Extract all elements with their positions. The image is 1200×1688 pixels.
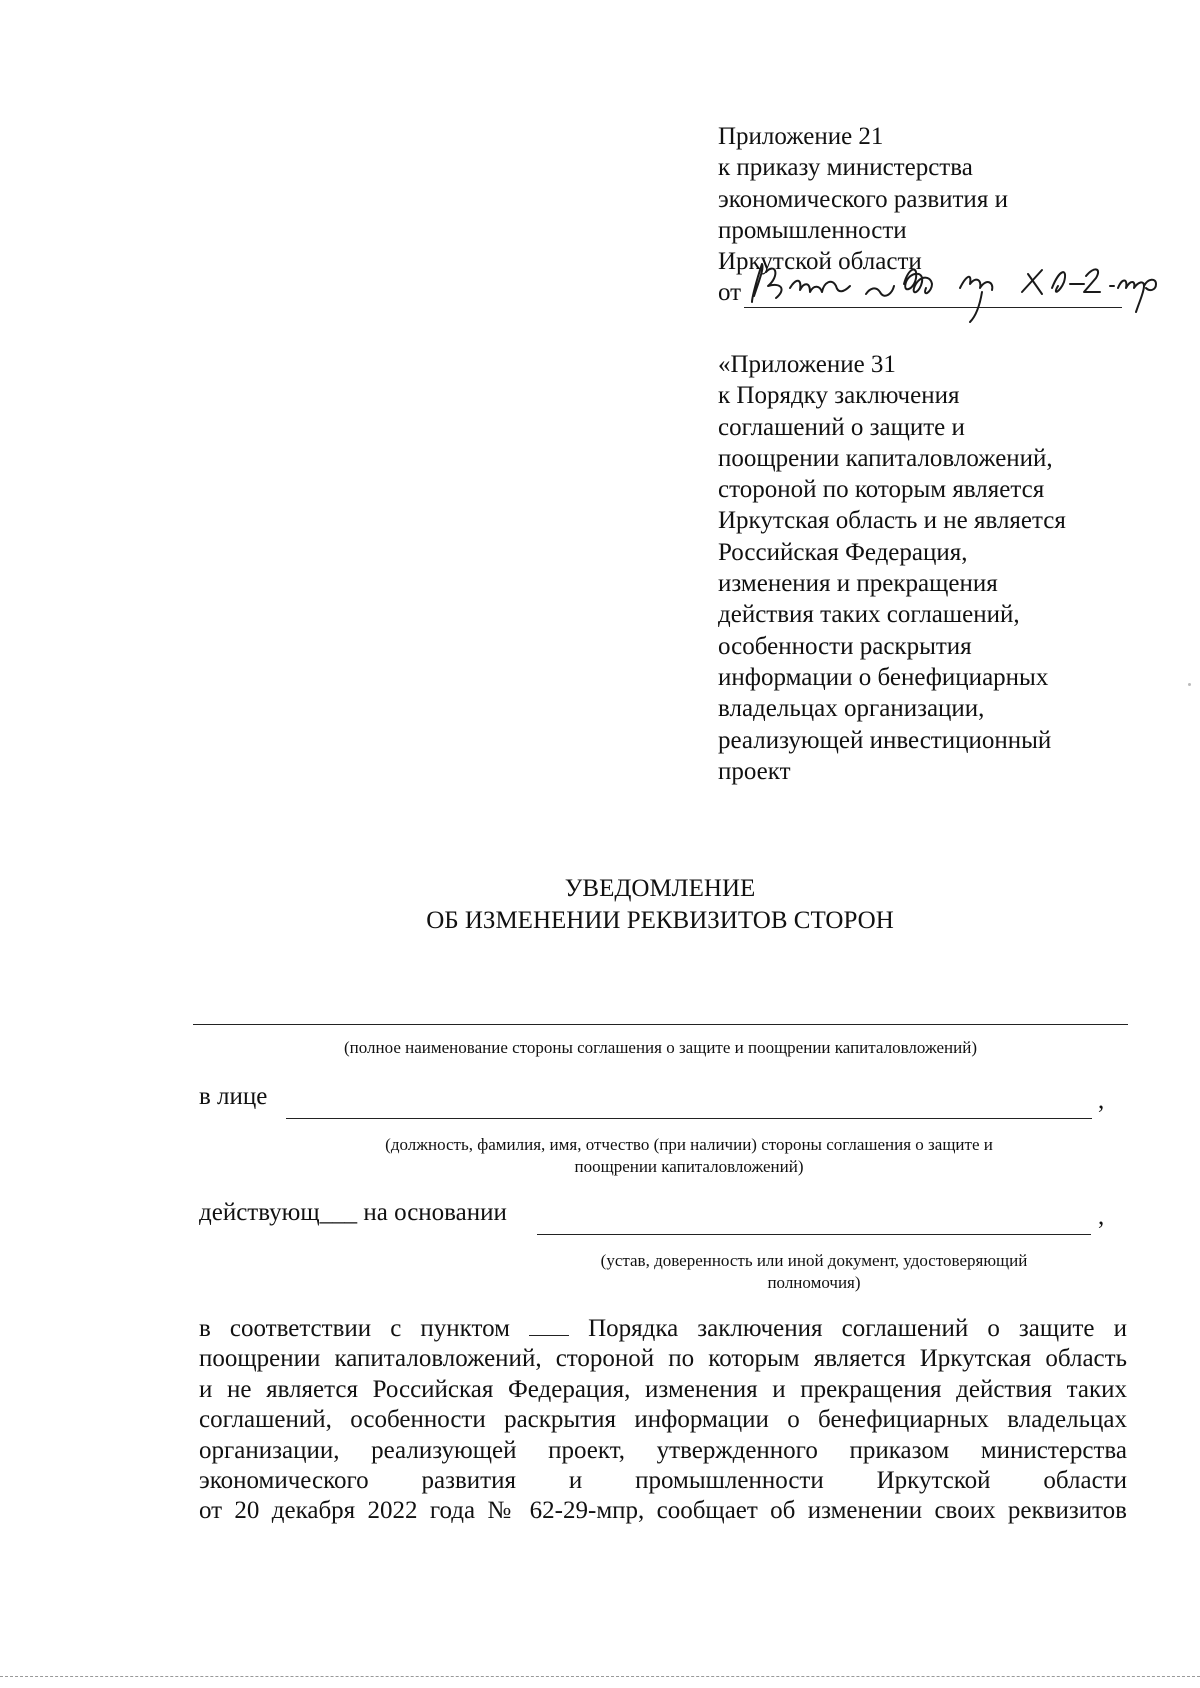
clause-number-field[interactable]	[529, 1315, 569, 1336]
caption-line: (устав, доверенность или иной документ, удостоверяющий	[600, 1251, 1028, 1270]
appendix-quote-line: стороной по которым является	[718, 476, 1045, 504]
body-line: от 20 декабря 2022 года № 62-29-мпр, сообщает об изменении своих реквизитов	[199, 1497, 1127, 1525]
appendix-quote-line: изменения и прекращения	[718, 570, 998, 598]
body-text: Порядка заключения соглашений о защите и	[588, 1315, 1127, 1342]
handwritten-date-signature	[746, 258, 1172, 332]
appendix-quote-line: поощрении капиталовложений,	[718, 444, 1053, 472]
caption-line: полномочия)	[767, 1273, 861, 1292]
body-line: организации, реализующей проект, утвержденного приказом министерства	[199, 1436, 1127, 1464]
appendix-line: экономического развития и	[718, 185, 1008, 213]
document-title	[390, 873, 930, 937]
page-bottom-edge	[0, 1676, 1200, 1677]
appendix-quote-line: владельцах организации,	[718, 695, 985, 723]
body-line: экономического развития и промышленности Иркутской области	[199, 1466, 1127, 1494]
appendix-quote-line: особенности раскрытия	[718, 632, 972, 660]
appendix-quote-line: «Приложение 31	[718, 351, 896, 378]
appendix-quote-line: проект	[718, 757, 791, 785]
caption-line: поощрении капиталовложений)	[574, 1157, 804, 1176]
appendix-line: промышленности	[718, 216, 907, 244]
authority-document-caption	[537, 1250, 1091, 1294]
appendix-line: к приказу министерства	[718, 154, 973, 182]
comma: ,	[1098, 1087, 1105, 1114]
party-name-caption	[193, 1037, 1128, 1059]
appendix-quote	[718, 349, 1138, 787]
title-line-1: УВЕДОМЛЕНИЕ	[564, 875, 756, 902]
representative-caption	[286, 1134, 1092, 1178]
body-line: соглашений, особенности раскрытия информации о бенефициарных владельцах	[199, 1406, 1127, 1434]
caption-line: (должность, фамилия, имя, отчество (при наличии) стороны соглашения о защите и	[385, 1135, 993, 1154]
v-litse-label: в лице	[199, 1083, 268, 1110]
caption-line: (полное наименование стороны соглашения о защите и поощрении капиталовложений)	[344, 1038, 977, 1057]
appendix-quote-line: к Порядку заключения	[718, 382, 960, 410]
title-line-2: ОБ ИЗМЕНЕНИИ РЕКВИЗИТОВ СТОРОН	[426, 907, 894, 934]
ot-label: от	[718, 279, 742, 307]
party-name-field[interactable]	[193, 1024, 1128, 1025]
appendix-quote-line: Российская Федерация,	[718, 538, 968, 566]
appendix-quote-line: информации о бенефициарных	[718, 663, 1049, 691]
appendix-quote-line: соглашений о защите и	[718, 413, 965, 441]
authority-document-field[interactable]	[537, 1234, 1091, 1235]
representative-field[interactable]	[286, 1118, 1092, 1119]
comma: ,	[1098, 1203, 1105, 1230]
body-line	[199, 1314, 1127, 1344]
scan-artifact	[1188, 683, 1191, 686]
appendix-quote-line: действия таких соглашений,	[718, 601, 1020, 629]
body-line: и не является Российская Федерация, изменения и прекращения действия таких	[199, 1375, 1127, 1403]
body-line: поощрении капиталовложений, стороной по которым является Иркутская область	[199, 1345, 1127, 1373]
body-paragraph	[199, 1314, 1127, 1527]
appendix-line: Иркутской области	[718, 248, 922, 276]
body-text: в соответствии с пунктом	[199, 1315, 510, 1342]
appendix-quote-line: реализующей инвестиционный	[718, 726, 1052, 754]
appendix-quote-line: Иркутская область и не является	[718, 507, 1066, 535]
appendix-line: Приложение 21	[718, 123, 884, 150]
acting-basis-label: действующ___ на основании	[199, 1199, 507, 1226]
